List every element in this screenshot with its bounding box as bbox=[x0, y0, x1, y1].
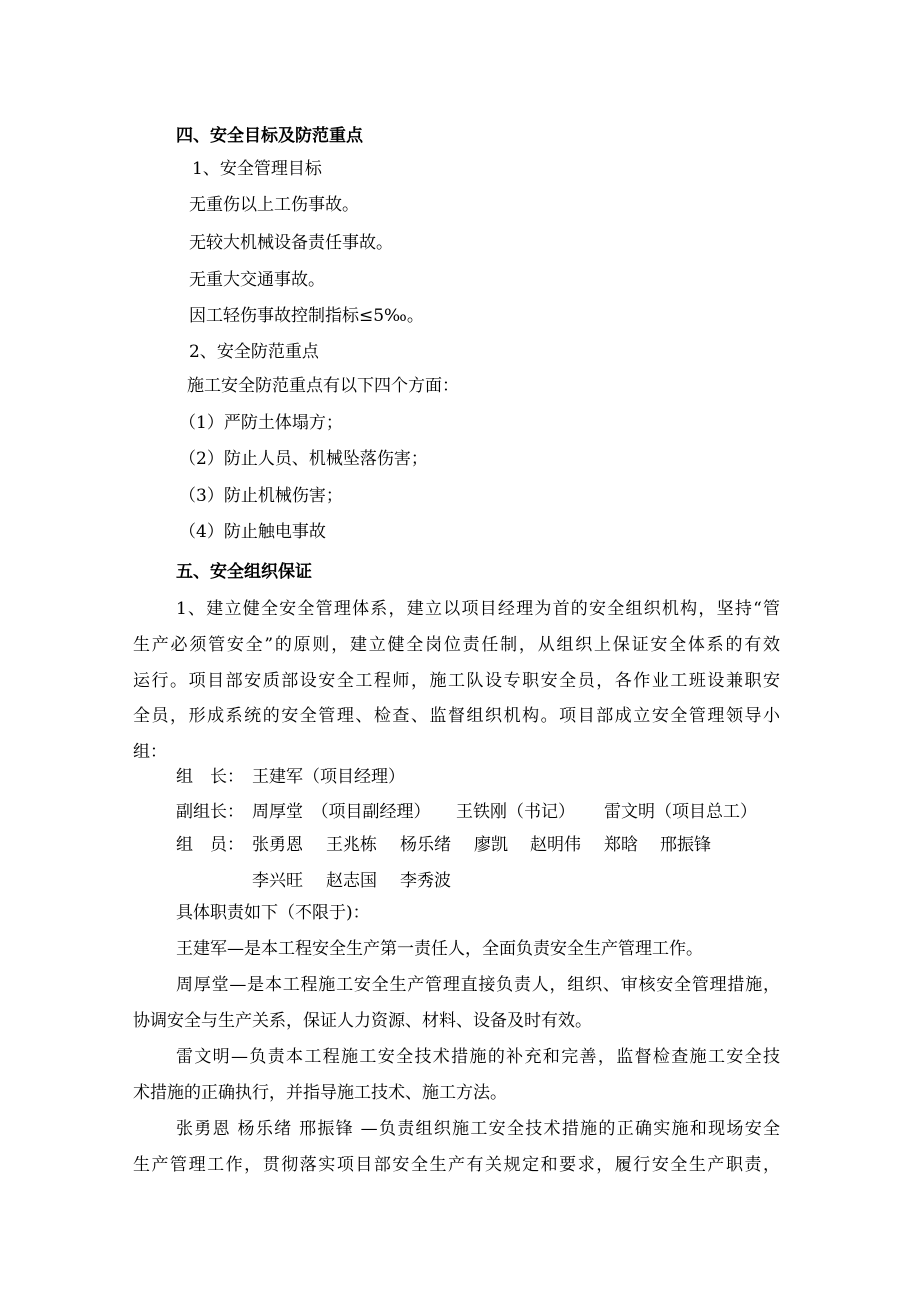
para1-line: 组： bbox=[133, 742, 167, 762]
members-label: 组 员： bbox=[176, 835, 244, 855]
para1-line: 1、建立健全安全管理体系，建立以项目经理为首的安全组织机构，坚持“管 bbox=[176, 599, 780, 619]
section4-intro: 施工安全防范重点有以下四个方面： bbox=[187, 376, 459, 396]
deputy-name: 周厚堂 （项目副经理） bbox=[252, 802, 431, 822]
section4-sub1: 1、安全管理目标 bbox=[192, 159, 322, 179]
point-item: （4）防止触电事故 bbox=[179, 522, 326, 542]
member-name: 杨乐绪 bbox=[400, 835, 451, 855]
duty-line: 协调安全与生产关系，保证人力资源、材料、设备及时有效。 bbox=[133, 1011, 592, 1031]
section4-heading: 四、安全目标及防范重点 bbox=[176, 126, 363, 146]
duties-intro: 具体职责如下（不限于)： bbox=[176, 903, 370, 923]
point-item: （2）防止人员、机械坠落伤害； bbox=[179, 449, 428, 469]
goal-item: 无重伤以上工伤事故。 bbox=[189, 195, 359, 215]
goal-item: 无重大交通事故。 bbox=[189, 270, 325, 290]
deputy-name: 雷文明（项目总工） bbox=[604, 802, 757, 822]
para1-line: 运行。项目部安质部设安全工程师，施工队设专职安全员，各作业工班设兼职安 bbox=[133, 671, 780, 691]
deputy-label: 副组长： bbox=[176, 802, 244, 822]
duty-line: 张勇恩 杨乐绪 邢振锋 —负责组织施工安全技术措施的正确实施和现场安全 bbox=[176, 1119, 780, 1139]
section4-sub2: 2、安全防范重点 bbox=[189, 342, 319, 362]
member-name: 邢振锋 bbox=[660, 835, 711, 855]
point-item: （1）严防土体塌方； bbox=[179, 413, 343, 433]
member-name: 张勇恩 bbox=[252, 835, 303, 855]
member-name: 李兴旺 bbox=[252, 871, 303, 891]
goal-item: 无较大机械设备责任事故。 bbox=[189, 233, 393, 253]
leader-name: 王建军（项目经理） bbox=[252, 767, 405, 787]
duty-line: 王建军—是本工程安全生产第一责任人，全面负责安全生产管理工作。 bbox=[176, 939, 703, 959]
duty-line: 术措施的正确执行，并指导施工技术、施工方法。 bbox=[133, 1083, 507, 1103]
member-name: 赵明伟 bbox=[530, 835, 581, 855]
point-item: （3）防止机械伤害； bbox=[179, 486, 343, 506]
leader-label: 组 长： bbox=[176, 767, 244, 787]
section5-heading: 五、安全组织保证 bbox=[176, 562, 312, 582]
member-name: 赵志国 bbox=[326, 871, 377, 891]
para1-line: 全员，形成系统的安全管理、检查、监督组织机构。项目部成立安全管理领导小 bbox=[133, 706, 780, 726]
deputy-name: 王铁刚（书记） bbox=[456, 802, 575, 822]
member-name: 廖凯 bbox=[474, 835, 508, 855]
goal-item: 因工轻伤事故控制指标≤5‰。 bbox=[189, 306, 424, 326]
para1-line: 生产必须管安全”的原则，建立健全岗位责任制，从组织上保证安全体系的有效 bbox=[133, 635, 780, 655]
member-name: 李秀波 bbox=[400, 871, 451, 891]
duty-line: 生产管理工作，贯彻落实项目部安全生产有关规定和要求，履行安全生产职责， bbox=[133, 1155, 780, 1175]
duty-line: 周厚堂—是本工程施工安全生产管理直接负责人，组织、审核安全管理措施， bbox=[176, 975, 780, 995]
duty-line: 雷文明—负责本工程施工安全技术措施的补充和完善，监督检查施工安全技 bbox=[176, 1047, 780, 1067]
member-name: 郑晗 bbox=[604, 835, 638, 855]
member-name: 王兆栋 bbox=[326, 835, 377, 855]
